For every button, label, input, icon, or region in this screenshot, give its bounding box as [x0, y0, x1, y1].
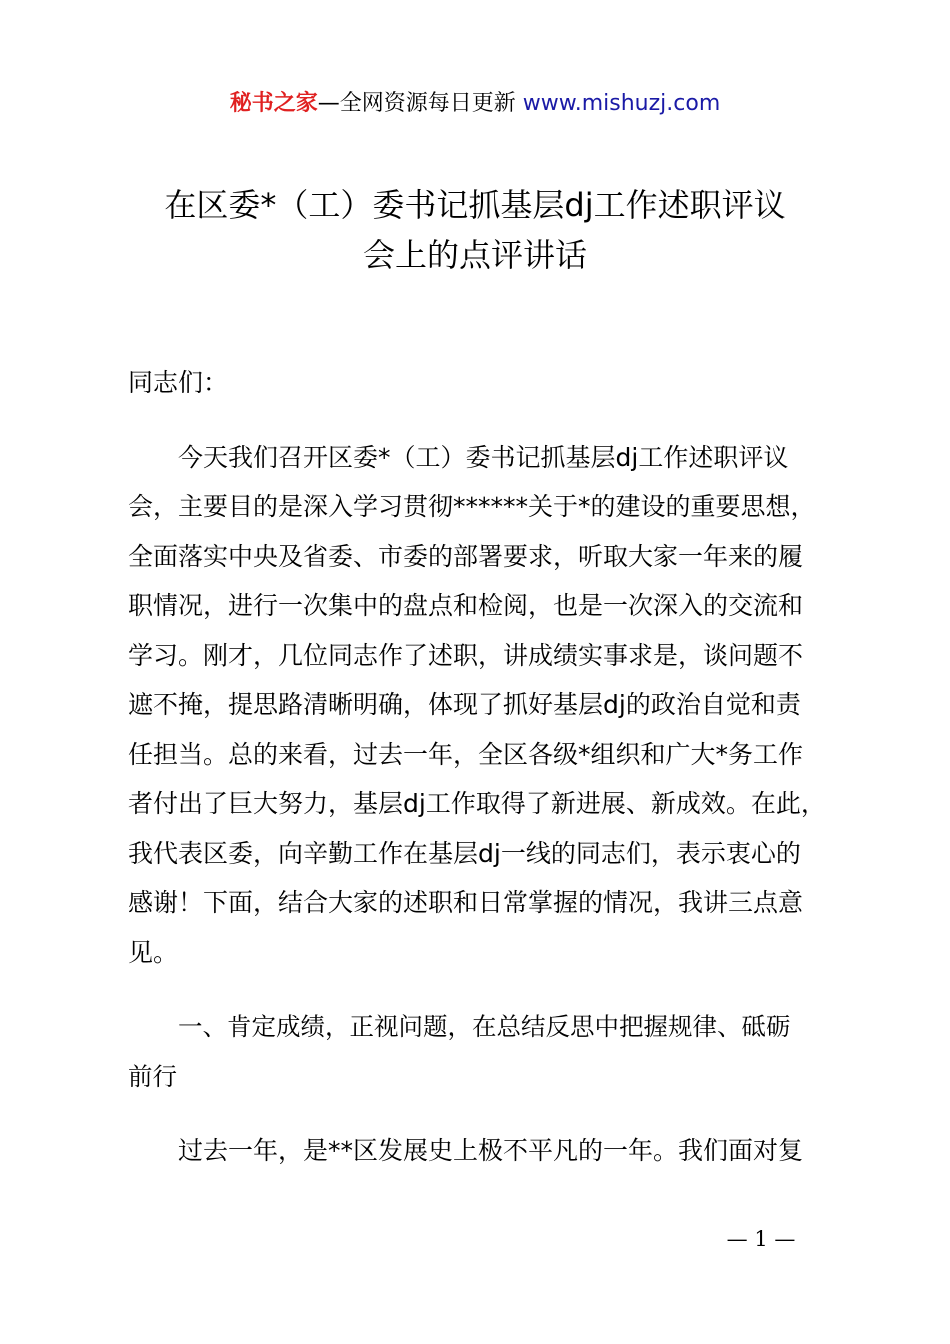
paragraph-line: 职情况，进行一次集中的盘点和检阅，也是一次深入的交流和 [128, 591, 804, 620]
site-banner [0, 88, 950, 120]
paragraph-past-year [128, 1126, 858, 1176]
paragraph-line: 今天我们召开区委*（工）委书记抓基层dj工作述职评议 [178, 442, 789, 472]
paragraph-line: 感谢！下面，结合大家的述职和日常掌握的情况，我讲三点意 [128, 888, 804, 917]
site-url-link[interactable]: www.mishuzj.com [522, 91, 721, 116]
title-line-1: 在区委*（工）委书记抓基层dj工作述职评议 [164, 186, 786, 224]
page-number: — 1 — [726, 1227, 796, 1251]
paragraph-line: 遮不掩，提思路清晰明确，体现了抓好基层dj的政治自觉和责 [128, 690, 801, 719]
heading-line: 一、肯定成绩，正视问题，在总结反思中把握规律、砥砺 [178, 1012, 791, 1041]
paragraph-line: 会，主要目的是深入学习贯彻******关于*的建设的重要思想， [128, 492, 816, 521]
section-heading-1 [128, 1002, 858, 1101]
document-body [128, 358, 858, 1201]
banner-tagline: —全网资源每日更新 [317, 91, 523, 116]
paragraph-line: 见。 [128, 937, 179, 967]
paragraph-intro [128, 433, 858, 978]
paragraph-line: 任担当。总的来看，过去一年，全区各级*组织和广大*务工作 [128, 739, 804, 769]
paragraph-line: 我代表区委，向辛勤工作在基层dj一线的同志们，表示衷心的 [128, 838, 801, 868]
title-line-2: 会上的点评讲话 [362, 236, 587, 274]
brand-name: 秘书之家 [229, 91, 318, 116]
heading-line: 前行 [128, 1061, 177, 1091]
document-title [95, 180, 855, 280]
paragraph-line: 过去一年，是**区发展史上极不平凡的一年。我们面对复 [178, 1136, 804, 1165]
salutation: 同志们： [128, 368, 229, 397]
paragraph-line: 全面落实中央及省委、市委的部署要求，听取大家一年来的履 [128, 541, 804, 571]
paragraph-line: 学习。刚才，几位同志作了述职，讲成绩实事求是，谈问题不 [128, 640, 804, 670]
paragraph-line: 者付出了巨大努力，基层dj工作取得了新进展、新成效。在此， [128, 789, 826, 818]
